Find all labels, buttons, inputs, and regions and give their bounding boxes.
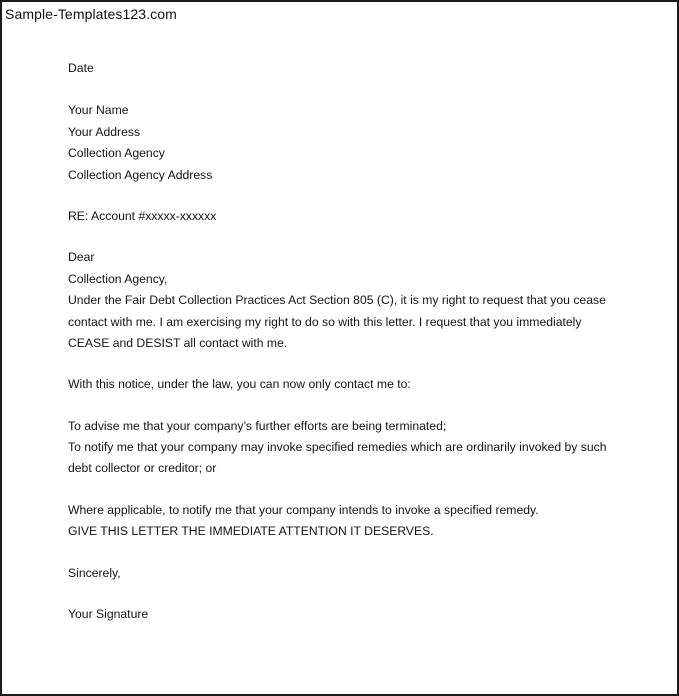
list-item-2-line-2: debt collector or creditor; or xyxy=(68,461,217,476)
list-item-2-line-1: To notify me that your company may invoke specified remedies which are ordinarily invoked by such xyxy=(68,440,607,455)
paragraph-1-line-2: contact with me. I am exercising my right to do so with this letter. I request that you immediately xyxy=(68,314,582,329)
recipient-name: Collection Agency xyxy=(68,146,165,161)
list-item-1: To advise me that your company’s further efforts are being terminated; xyxy=(68,418,447,433)
salutation-line-1: Dear xyxy=(68,250,95,265)
closing-line: Sincerely, xyxy=(68,565,121,580)
paragraph-3-line-2: GIVE THIS LETTER THE IMMEDIATE ATTENTION IT DESERVES. xyxy=(68,524,434,539)
date-line: Date xyxy=(68,61,94,75)
recipient-address: Collection Agency Address xyxy=(68,167,213,182)
sender-address: Your Address xyxy=(68,124,141,139)
paragraph-1-line-3: CEASE and DESIST all contact with me. xyxy=(68,335,288,350)
letter-body xyxy=(68,58,628,625)
re-line: RE: Account #xxxxx-xxxxxx xyxy=(68,208,217,223)
signature-line: Your Signature xyxy=(68,607,149,622)
paragraph-3-line-1: Where applicable, to notify me that your company intends to invoke a specified remedy. xyxy=(68,502,539,517)
salutation-line-2: Collection Agency, xyxy=(68,271,168,286)
paragraph-1-line-1: Under the Fair Debt Collection Practices Act Section 805 (C), it is my right to request that you cease xyxy=(68,293,606,308)
watermark-text: Sample-Templates123.com xyxy=(5,6,177,22)
sender-name: Your Name xyxy=(68,103,129,118)
paragraph-2: With this notice, under the law, you can now only contact me to: xyxy=(68,377,411,392)
